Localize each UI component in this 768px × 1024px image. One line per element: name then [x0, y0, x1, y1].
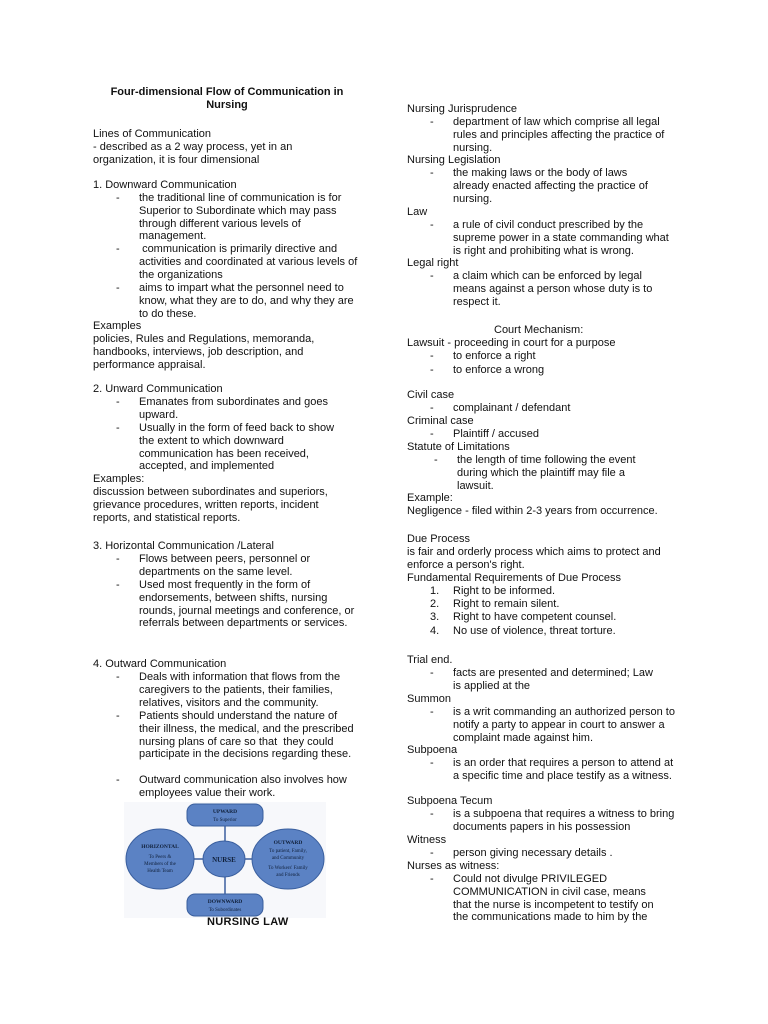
lawsuit-text: Lawsuit - proceeding in court for a purpose	[407, 337, 616, 349]
outward-item: Patients should understand the nature of their illness, the medical, and the prescribed nursing plans of care so that they could participate in the decisions regarding these.	[139, 710, 357, 761]
downward-title: DOWNWARD	[207, 899, 243, 905]
court-heading: Court Mechanism:	[494, 324, 584, 336]
bullet-dash: -	[430, 706, 434, 718]
horizontal-item: Flows between peers, personnel or departments on the same level.	[139, 553, 311, 578]
upward-examples: grievance procedures, written reports, incident	[93, 499, 319, 511]
upward-item: Usually in the form of feed back to show the extent to which downward communication has been received, accepted, and implemented	[139, 422, 335, 473]
upward-sub: To Superior	[213, 818, 237, 823]
due-process-desc: is fair and orderly process which aims to protect and	[407, 546, 661, 558]
civil-heading: Civil case	[407, 389, 455, 401]
upward-examples-label: Examples:	[93, 473, 145, 485]
bullet-dash: -	[116, 710, 120, 722]
outward-item: Outward communication also involves how employees value their work.	[139, 774, 347, 799]
statute-heading: Statute of Limitations	[407, 441, 510, 453]
tecum-heading: Subpoena Tecum	[407, 795, 493, 807]
example-text: Negligence - filed within 2-3 years from occurrence.	[407, 505, 658, 517]
bullet-dash: -	[116, 282, 120, 294]
bullet-dash: -	[116, 671, 120, 683]
horizontal-sub: Health Team	[147, 869, 173, 874]
subpoena-item: is an order that requires a person to attend at a specific time and place testify as a witness.	[453, 757, 674, 782]
bullet-dash: -	[430, 167, 434, 179]
outward-sub: and Community	[271, 856, 305, 861]
bullet-dash: -	[430, 428, 434, 440]
bullet-dash: -	[116, 553, 120, 565]
outward-sub: and Friends	[276, 873, 300, 878]
nurses-witness-item: Could not divulge PRIVILEGED COMMUNICATION in civil case, means that the nurse is incompetent to testify on the communications made to him by the	[453, 873, 654, 924]
bullet-dash: -	[116, 774, 120, 786]
bullet-dash: -	[116, 579, 120, 591]
bullet-dash: -	[430, 808, 434, 820]
downward-sub: To Subordinates	[208, 908, 242, 913]
list-number: 2.	[430, 598, 440, 610]
bullet-dash: -	[430, 270, 434, 282]
bullet-dash: -	[434, 454, 438, 466]
lawsuit-item: to enforce a wrong	[453, 364, 545, 376]
criminal-heading: Criminal case	[407, 415, 474, 427]
bullet-dash: -	[430, 847, 434, 859]
list-number: 4.	[430, 625, 440, 637]
juris-item: department of law which comprise all legal rules and principles affecting the practice of nursing.	[453, 116, 665, 154]
witness-heading: Witness	[407, 834, 447, 846]
outward-node	[252, 829, 324, 889]
bullet-dash: -	[430, 219, 434, 231]
downward-item: aims to impart what the personnel need to know, what they are to do, and why they are to do these.	[139, 282, 354, 320]
due-process-desc: enforce a person's right.	[407, 559, 525, 571]
outward-sub: To Workers' Family	[268, 866, 308, 871]
horizontal-node	[126, 829, 194, 889]
outward-title: OUTWARD	[273, 840, 303, 846]
fundamental-item: Right to remain silent.	[453, 598, 560, 610]
summon-item: is a writ commanding an authorized person to notify a party to appear in court to answer a complaint made against him.	[453, 706, 675, 744]
downward-examples-label: Examples	[93, 320, 142, 332]
upward-examples: reports, and statistical reports.	[93, 512, 241, 524]
upward-examples: discussion between subordinates and superiors,	[93, 486, 328, 498]
summon-heading: Summon	[407, 693, 452, 705]
example-label: Example:	[407, 492, 453, 504]
trial-item: facts are presented and determined; Law is applied at the	[453, 667, 653, 692]
bullet-dash: -	[430, 667, 434, 679]
statute-item: the length of time following the event during which the plaintiff may file a lawsuit.	[457, 454, 636, 492]
downward-examples: handbooks, interviews, job description, and	[93, 346, 304, 358]
bullet-dash: -	[430, 873, 434, 885]
horizontal-item: Used most frequently in the form of endorsements, between shifts, nursing rounds, journal meetings and conference, or referrals between departments or services.	[139, 579, 355, 630]
list-number: 1.	[430, 585, 440, 597]
bullet-dash: -	[430, 364, 434, 376]
bullet-dash: -	[430, 116, 434, 128]
tecum-item: is a subpoena that requires a witness to bring documents papers in his possession	[453, 808, 675, 833]
lines-desc: - described as a 2 way process, yet in an	[93, 141, 293, 153]
outward-item: Deals with information that flows from the caregivers to the patients, their families, relatives, visitors and the community.	[139, 671, 341, 709]
fundamental-heading: Fundamental Requirements of Due Process	[407, 572, 621, 584]
lawsuit-item: to enforce a right	[453, 350, 536, 362]
upward-heading: 2. Unward Communication	[93, 383, 223, 395]
legal-right-item: a claim which can be enforced by legal means against a person whose duty is to respect it.	[453, 270, 653, 308]
downward-item: the traditional line of communication is for Superior to Subordinate which may pass through different various levels of management.	[139, 192, 342, 243]
outward-heading: 4. Outward Communication	[93, 658, 227, 670]
due-process-heading: Due Process	[407, 533, 470, 545]
bullet-dash: -	[116, 192, 120, 204]
upward-title: UPWARD	[212, 809, 238, 815]
bullet-dash: -	[430, 757, 434, 769]
downward-node	[187, 894, 263, 916]
document-title: Four-dimensional Flow of Communication in Nursing	[110, 86, 344, 111]
subpoena-heading: Subpoena	[407, 744, 458, 756]
outward-sub: To patient, Family,	[269, 849, 307, 854]
civil-item: complainant / defendant	[453, 402, 571, 414]
nurse-node	[203, 841, 245, 877]
communication-flow-diagram	[124, 802, 326, 918]
list-number: 3.	[430, 611, 440, 623]
fundamental-item: No use of violence, threat torture.	[453, 625, 616, 637]
horizontal-heading: 3. Horizontal Communication /Lateral	[93, 540, 274, 552]
nursing-law-heading: NURSING LAW	[207, 916, 289, 928]
bullet-dash: -	[430, 402, 434, 414]
horizontal-sub: Members of the	[144, 862, 176, 867]
juris-heading: Nursing Jurisprudence	[407, 103, 518, 115]
bullet-dash: -	[116, 422, 120, 434]
horizontal-title: HORIZONTAL	[141, 844, 179, 850]
lines-desc: organization, it is four dimensional	[93, 154, 260, 166]
legis-heading: Nursing Legislation	[407, 154, 501, 166]
horizontal-sub: To Peers &	[148, 855, 172, 860]
criminal-item: Plaintiff / accused	[453, 428, 540, 440]
legis-item: the making laws or the body of laws already enacted affecting the practice of nursing.	[453, 167, 648, 205]
upward-node	[187, 804, 263, 826]
fundamental-item: Right to be informed.	[453, 585, 556, 597]
nurse-label: NURSE	[212, 856, 236, 864]
bullet-dash: -	[116, 396, 120, 408]
upward-item: Emanates from subordinates and goes upward.	[139, 396, 328, 421]
bullet-dash: -	[430, 350, 434, 362]
legal-right-heading: Legal right	[407, 257, 459, 269]
law-item: a rule of civil conduct prescribed by the supreme power in a state commanding what is right and prohibiting what is wrong.	[453, 219, 669, 257]
fundamental-item: Right to have competent counsel.	[453, 611, 617, 623]
lines-heading: Lines of Communication	[93, 128, 212, 140]
downward-examples: policies, Rules and Regulations, memoranda,	[93, 333, 315, 345]
trial-heading: Trial end.	[407, 654, 453, 666]
downward-item: communication is primarily directive and activities and coordinated at various levels of the organizations	[139, 243, 361, 281]
nurses-witness-heading: Nurses as witness:	[407, 860, 500, 872]
downward-examples: performance appraisal.	[93, 359, 206, 371]
witness-item: person giving necessary details .	[453, 847, 613, 859]
law-heading: Law	[407, 206, 428, 218]
bullet-dash: -	[116, 243, 120, 255]
downward-heading: 1. Downward Communication	[93, 179, 237, 191]
